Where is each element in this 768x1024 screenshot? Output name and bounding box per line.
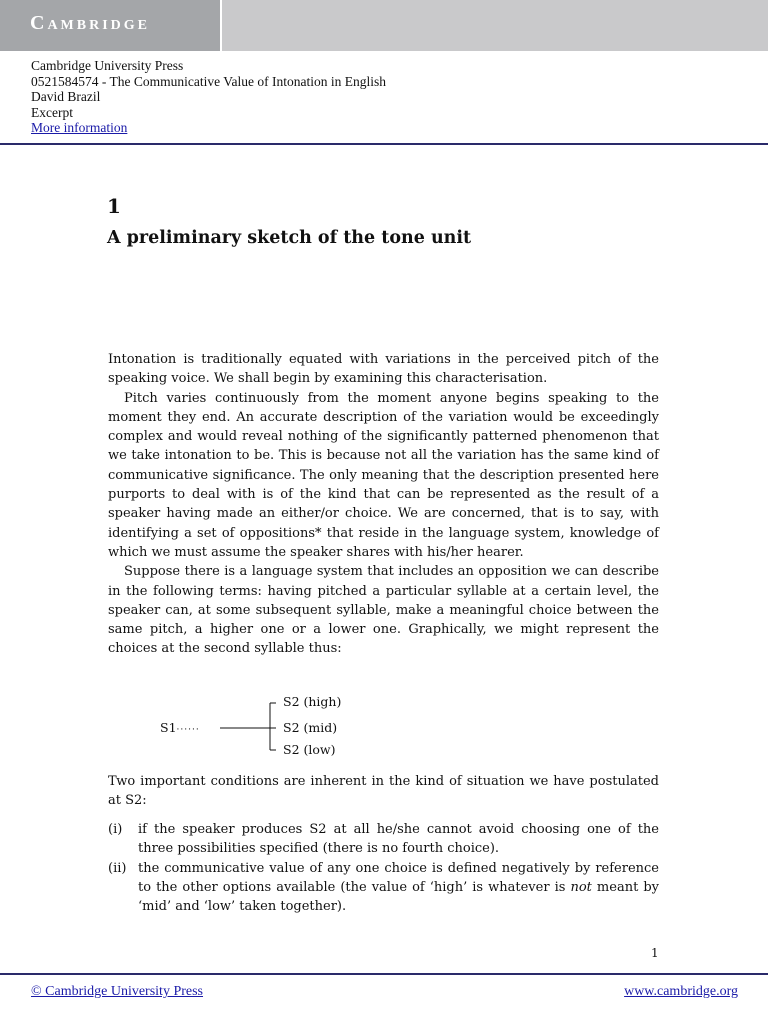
- body-text: [108, 350, 659, 659]
- brand-text: Cambridge: [30, 12, 151, 34]
- publisher: Cambridge University Press: [31, 58, 184, 73]
- list-item-text: if the speaker produces S2 at all he/she cannot avoid choosing one of the three possibilities specified (there is no fourth choice).: [138, 822, 659, 857]
- paragraph-2: Pitch varies continuously from the moment anyone begins speaking to the moment they end. An accurate description of the variation would be exceedingly complex and would reveal nothing of the significantly patterned phenomenon that we take intonation to be. This is because not all the variation has the same kind of communicative significance. The only meaning that the description presented here purports to deal with is of the kind that can be represented as the result of a speaker having made an either/or choice. We are concerned, that is to say, with identifying a set of oppositions* that reside in the language system, knowledge of which we must assume the speaker shares with his/her hearer.: [108, 390, 659, 560]
- header-divider: [0, 143, 768, 145]
- list-item-number: (ii): [108, 860, 127, 876]
- cambridge-logo: [30, 12, 150, 35]
- brand-box: [0, 0, 222, 51]
- list-item-number: (i): [108, 822, 123, 837]
- diagram-dots: ······: [176, 725, 200, 735]
- content-type: Excerpt: [31, 104, 73, 120]
- diagram-s1-label: S1······: [160, 720, 200, 735]
- isbn-title: 0521584574 - The Communicative Value of Intonation in English: [31, 73, 386, 89]
- diagram-s2-mid: S2 (mid): [283, 720, 338, 735]
- author: David Brazil: [31, 89, 101, 104]
- website-link[interactable]: www.cambridge.org: [624, 984, 738, 999]
- footer-divider: [0, 973, 768, 975]
- conditions-intro-block: [108, 772, 659, 811]
- diagram-s2-low: S2 (low): [283, 742, 336, 757]
- conditions-list: [108, 820, 659, 916]
- conditions-intro: Two important conditions are inherent in the kind of situation we have postulated at S2:: [108, 774, 659, 809]
- pitch-choice-diagram: [160, 690, 380, 760]
- paragraph-3: Suppose there is a language system that includes an opposition we can describe in the following terms: having pitched a particular syllable at a certain level, the speaker can, at some subsequent syllable, make a meaningful choice between the same pitch, a higher one or a lower one. Graphically, we might represent the choices at the second syllable thus:: [108, 564, 659, 657]
- list-item: [108, 859, 659, 917]
- page-number: 1: [651, 946, 659, 960]
- list-item-text: the communicative value of any one choice is defined negatively by reference to the other options available (the value of ‘high’ is whatever is not meant by ‘mid’ and ‘low’ taken together).: [138, 860, 659, 915]
- paragraph-1: Intonation is traditionally equated with variations in the perceived pitch of the speaking voice. We shall begin by examining this characterisation.: [108, 352, 659, 387]
- more-information-link[interactable]: More information: [31, 120, 128, 135]
- diagram-s2-high: S2 (high): [283, 694, 342, 709]
- copyright-link[interactable]: © Cambridge University Press: [31, 984, 204, 999]
- book-metadata: [31, 58, 386, 136]
- chapter-number: 1: [107, 194, 121, 218]
- list-item: [108, 820, 659, 859]
- chapter-title: A preliminary sketch of the tone unit: [107, 228, 472, 248]
- emphasis-not: not: [570, 879, 592, 895]
